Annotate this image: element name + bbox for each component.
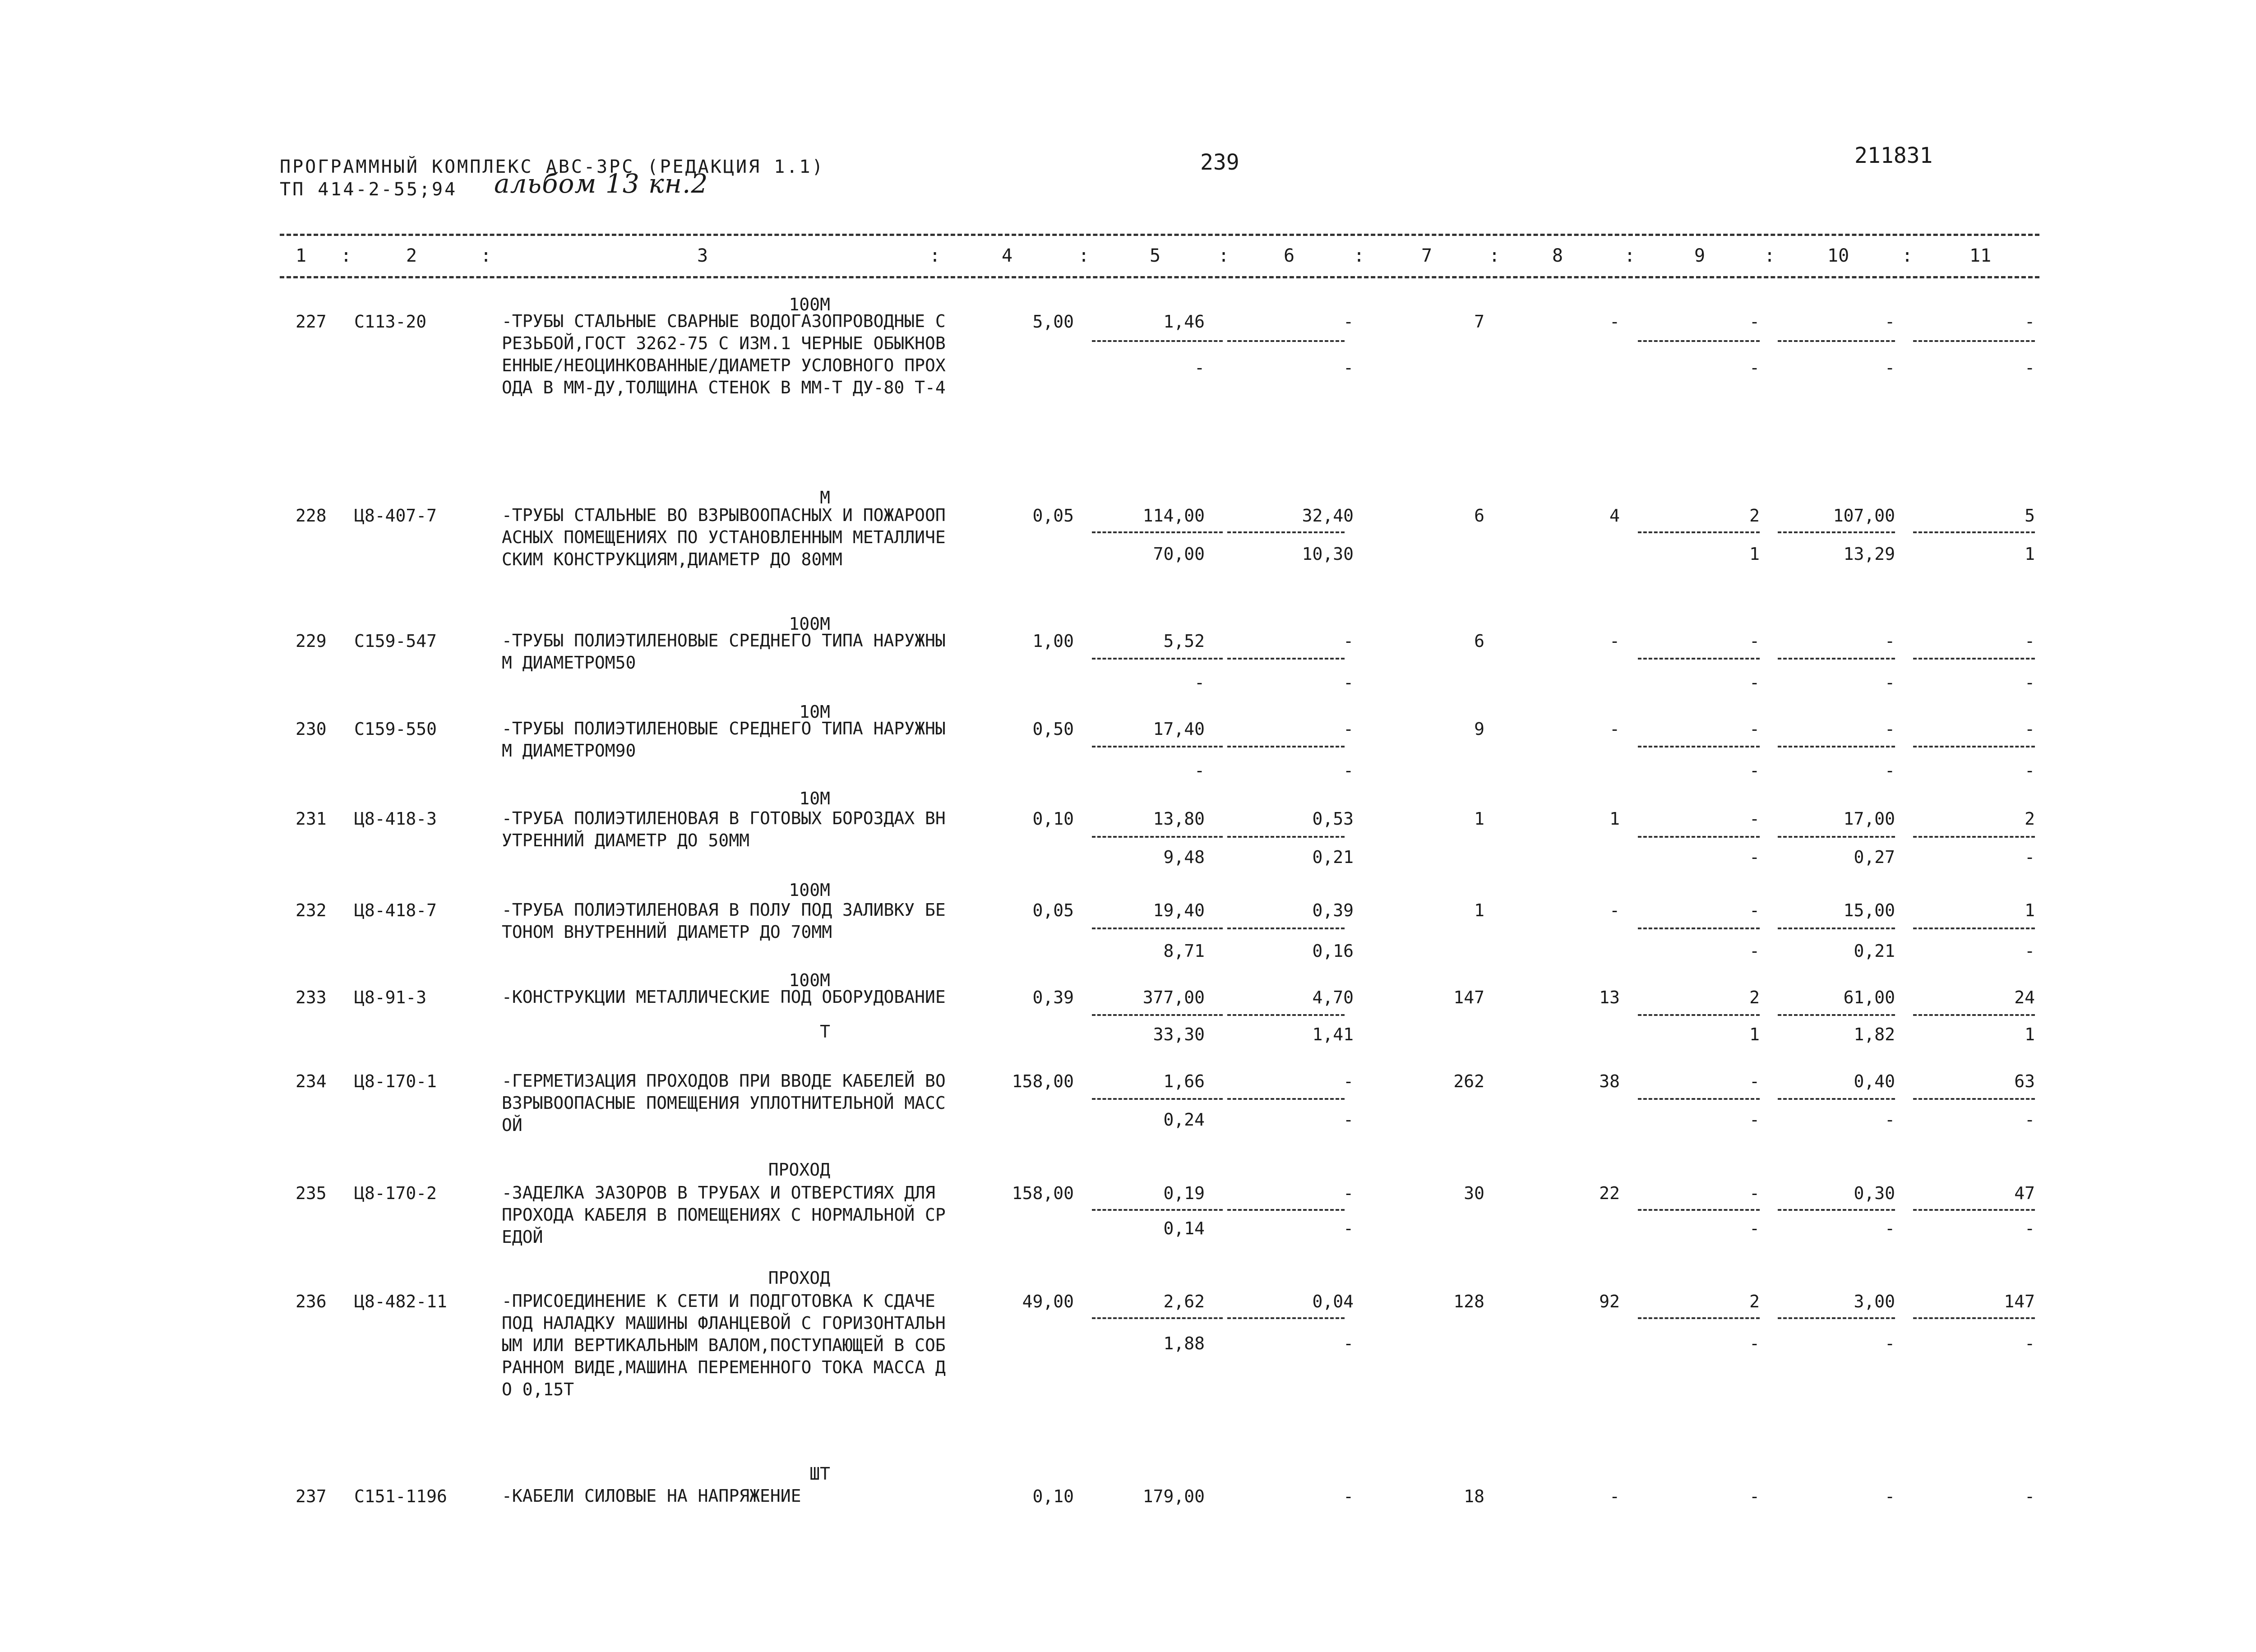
col11-subvalue: 1 <box>2025 1024 2035 1044</box>
quantity: 1,00 <box>1032 631 1074 651</box>
col11-value: - <box>2025 312 2035 332</box>
col7-value: 6 <box>1474 631 1484 651</box>
column-header-3: 3 <box>697 245 708 266</box>
unit-of-measure: Т <box>820 1022 830 1042</box>
row-number: 231 <box>296 809 327 829</box>
work-description: -КОНСТРУКЦИИ МЕТАЛЛИЧЕСКИЕ ПОД ОБОРУДОВАНИЕ <box>502 987 946 1007</box>
price-code: С159-547 <box>354 631 437 651</box>
col5-subvalue: 0,14 <box>1163 1218 1205 1238</box>
col5-value: 13,80 <box>1153 809 1205 829</box>
col5-value: 0,19 <box>1163 1183 1205 1203</box>
quantity: 158,00 <box>1012 1071 1074 1091</box>
price-code: Ц8-91-3 <box>354 988 427 1007</box>
col9-value: 2 <box>1749 506 1760 526</box>
col9-value: 2 <box>1749 988 1760 1007</box>
work-description: -ТРУБА ПОЛИЭТИЛЕНОВАЯ В ПОЛУ ПОД ЗАЛИВКУ БЕТОНОМ ВНУТРЕННИЙ ДИАМЕТР ДО 70ММ <box>502 900 946 942</box>
unit-of-measure: 100М <box>789 880 830 900</box>
col9-subvalue: - <box>1749 761 1760 780</box>
price-code: Ц8-418-7 <box>354 900 437 920</box>
col9-subvalue: 1 <box>1749 544 1760 564</box>
col9-value: - <box>1749 900 1760 920</box>
col5-value: 2,62 <box>1163 1292 1205 1311</box>
quantity: 0,39 <box>1032 988 1074 1007</box>
col7-value: 9 <box>1474 719 1484 739</box>
col10-subvalue: 1,82 <box>1854 1024 1895 1044</box>
col5-subvalue: - <box>1194 358 1205 378</box>
unit-of-measure: 10М <box>799 702 830 722</box>
header-rule-top <box>280 234 2039 236</box>
price-code: Ц8-170-2 <box>354 1183 437 1203</box>
column-header-10: 10 <box>1827 245 1849 266</box>
row-number: 232 <box>296 900 327 920</box>
quantity: 49,00 <box>1022 1292 1074 1311</box>
table-row <box>0 969 2256 1044</box>
col9-subvalue: - <box>1749 941 1760 961</box>
col8-value: 92 <box>1599 1292 1620 1311</box>
col8-value: - <box>1609 1486 1620 1506</box>
col11-value: 147 <box>2004 1292 2035 1311</box>
col8-value: 38 <box>1599 1071 1620 1091</box>
col5-value: 1,46 <box>1163 312 1205 332</box>
col9-value: - <box>1749 1071 1760 1091</box>
col5-value: 19,40 <box>1153 900 1205 920</box>
col6-value: - <box>1343 1183 1354 1203</box>
col9-value: - <box>1749 719 1760 739</box>
col10-subvalue: - <box>1885 1334 1895 1353</box>
col11-subvalue: - <box>2025 358 2035 378</box>
row-number: 228 <box>296 506 327 526</box>
col6-value: 0,04 <box>1312 1292 1354 1311</box>
col9-value: - <box>1749 1486 1760 1506</box>
col8-value: - <box>1609 719 1620 739</box>
col10-subvalue: 0,27 <box>1854 847 1895 867</box>
col10-subvalue: 0,21 <box>1854 941 1895 961</box>
col8-value: 22 <box>1599 1183 1620 1203</box>
col6-value: 0,53 <box>1312 809 1354 829</box>
col8-value: 1 <box>1609 809 1620 829</box>
unit-of-measure: ПРОХОД <box>768 1268 830 1288</box>
price-code: С159-550 <box>354 719 437 739</box>
col10-value: 15,00 <box>1843 900 1895 920</box>
row-number: 227 <box>296 312 327 332</box>
column-header-8: 8 <box>1552 245 1563 266</box>
work-description: -ТРУБЫ ПОЛИЭТИЛЕНОВЫЕ СРЕДНЕГО ТИПА НАРУЖНЫМ ДИАМЕТРОМ50 <box>502 631 946 673</box>
quantity: 0,50 <box>1032 719 1074 739</box>
col7-value: 1 <box>1474 809 1484 829</box>
work-description: -ГЕРМЕТИЗАЦИЯ ПРОХОДОВ ПРИ ВВОДЕ КАБЕЛЕЙ ВО ВЗРЫВООПАСНЫЕ ПОМЕЩЕНИЯ УПЛОТНИТЕЛЬНОЙ МАССОЙ <box>502 1071 946 1135</box>
col5-subvalue: - <box>1194 761 1205 780</box>
col9-value: - <box>1749 631 1760 651</box>
column-header-7: 7 <box>1421 245 1433 266</box>
quantity: 0,05 <box>1032 506 1074 526</box>
col11-value: - <box>2025 719 2035 739</box>
col10-value: - <box>1885 1486 1895 1506</box>
col5-value: 17,40 <box>1153 719 1205 739</box>
col7-value: 6 <box>1474 506 1484 526</box>
col6-value: - <box>1343 631 1354 651</box>
col5-subvalue: 0,24 <box>1163 1110 1205 1130</box>
col8-value: - <box>1609 631 1620 651</box>
col5-value: 179,00 <box>1142 1486 1205 1506</box>
col8-value: - <box>1609 900 1620 920</box>
col10-value: - <box>1885 312 1895 332</box>
col6-subvalue: - <box>1343 1110 1354 1130</box>
col9-value: - <box>1749 312 1760 332</box>
table-row <box>0 879 2256 961</box>
col10-value: 17,00 <box>1843 809 1895 829</box>
col10-subvalue: - <box>1885 1110 1895 1130</box>
work-description: -ТРУБЫ ПОЛИЭТИЛЕНОВЫЕ СРЕДНЕГО ТИПА НАРУЖНЫМ ДИАМЕТРОМ90 <box>502 719 946 761</box>
column-header-11: 11 <box>1969 245 1992 266</box>
col5-value: 1,66 <box>1163 1071 1205 1091</box>
col9-value: - <box>1749 809 1760 829</box>
table-row <box>0 1158 2256 1247</box>
col11-subvalue: - <box>2025 1334 2035 1353</box>
col9-subvalue: - <box>1749 673 1760 692</box>
work-description: -ТРУБА ПОЛИЭТИЛЕНОВАЯ В ГОТОВЫХ БОРОЗДАХ ВНУТРЕННИЙ ДИАМЕТР ДО 50ММ <box>502 808 946 850</box>
col10-value: 3,00 <box>1854 1292 1895 1311</box>
table-row <box>0 1463 2256 1506</box>
col6-subvalue: 10,30 <box>1302 544 1354 564</box>
col11-subvalue: - <box>2025 941 2035 961</box>
price-code: Ц8-407-7 <box>354 506 437 526</box>
price-code: Ц8-170-1 <box>354 1071 437 1091</box>
col10-subvalue: - <box>1885 358 1895 378</box>
quantity: 0,10 <box>1032 1486 1074 1506</box>
col9-value: - <box>1749 1183 1760 1203</box>
row-number: 229 <box>296 631 327 651</box>
quantity: 0,05 <box>1032 900 1074 920</box>
price-code: Ц8-418-3 <box>354 809 437 829</box>
page-number: 239 <box>1200 150 1239 175</box>
unit-of-measure: 100М <box>789 970 830 990</box>
col6-subvalue: 0,16 <box>1312 941 1354 961</box>
col6-subvalue: - <box>1343 1218 1354 1238</box>
header-rule-bottom <box>280 276 2039 278</box>
col9-subvalue: - <box>1749 1218 1760 1238</box>
col5-subvalue: 70,00 <box>1153 544 1205 564</box>
col6-value: 4,70 <box>1312 988 1354 1007</box>
unit-of-measure: 10М <box>799 789 830 808</box>
col11-subvalue: 1 <box>2025 544 2035 564</box>
col11-subvalue: - <box>2025 761 2035 780</box>
col7-value: 1 <box>1474 900 1484 920</box>
handwritten-note: альбом 13 кн.2 <box>494 168 708 199</box>
table-row <box>0 613 2256 692</box>
col9-value: 2 <box>1749 1292 1760 1311</box>
doc-number: 211831 <box>1854 143 1933 168</box>
column-header-4: 4 <box>1002 245 1013 266</box>
col10-value: 61,00 <box>1843 988 1895 1007</box>
row-number: 235 <box>296 1183 327 1203</box>
col7-value: 262 <box>1453 1071 1484 1091</box>
column-header-9: 9 <box>1694 245 1706 266</box>
work-description: -ПРИСОЕДИНЕНИЕ К СЕТИ И ПОДГОТОВКА К СДАЧЕ ПОД НАЛАДКУ МАШИНЫ ФЛАНЦЕВОЙ С ГОРИЗОНТАЛЬНЫМ ИЛИ ВЕРТИКАЛЬНЫМ ВАЛОМ,ПОСТУПАЮЩЕЙ В СОБРАННОМ ВИДЕ,МАШИНА ПЕРЕМЕННОГО ТОКА МАССА ДО 0,15Т <box>502 1291 946 1399</box>
column-header-6: 6 <box>1284 245 1295 266</box>
col11-value: 24 <box>2014 988 2035 1007</box>
column-header-2: 2 <box>406 245 417 266</box>
col11-value: 5 <box>2025 506 2035 526</box>
col11-value: 63 <box>2014 1071 2035 1091</box>
col10-value: - <box>1885 631 1895 651</box>
col7-value: 147 <box>1453 988 1484 1007</box>
col7-value: 18 <box>1464 1486 1484 1506</box>
col9-subvalue: - <box>1749 1334 1760 1353</box>
col9-subvalue: - <box>1749 1110 1760 1130</box>
table-row <box>0 1267 2256 1399</box>
col10-subvalue: - <box>1885 761 1895 780</box>
col7-value: 30 <box>1464 1183 1484 1203</box>
col6-subvalue: - <box>1343 1334 1354 1353</box>
col5-subvalue: 8,71 <box>1163 941 1205 961</box>
work-description: -ЗАДЕЛКА ЗАЗОРОВ В ТРУБАХ И ОТВЕРСТИЯХ ДЛЯ ПРОХОДА КАБЕЛЯ В ПОМЕЩЕНИЯХ С НОРМАЛЬНОЙ СРЕДОЙ <box>502 1183 946 1247</box>
work-description: -ТРУБЫ СТАЛЬНЫЕ ВО ВЗРЫВООПАСНЫХ И ПОЖАРООПАСНЫХ ПОМЕЩЕНИЯХ ПО УСТАНОВЛЕННЫМ МЕТАЛЛИЧЕСКИМ КОНСТРУКЦИЯМ,ДИАМЕТР ДО 80ММ <box>502 505 946 569</box>
col11-value: 2 <box>2025 809 2035 829</box>
col10-subvalue: 13,29 <box>1843 544 1895 564</box>
col5-value: 5,52 <box>1163 631 1205 651</box>
col5-subvalue: 1,88 <box>1163 1334 1205 1353</box>
col8-value: 13 <box>1599 988 1620 1007</box>
row-number: 237 <box>296 1486 327 1506</box>
col11-subvalue: - <box>2025 1110 2035 1130</box>
quantity: 5,00 <box>1032 312 1074 332</box>
col10-subvalue: - <box>1885 1218 1895 1238</box>
row-number: 233 <box>296 988 327 1007</box>
column-header-1: 1 <box>296 245 307 266</box>
row-number: 230 <box>296 719 327 739</box>
col10-value: - <box>1885 719 1895 739</box>
quantity: 158,00 <box>1012 1183 1074 1203</box>
col6-subvalue: 1,41 <box>1312 1024 1354 1044</box>
price-code: С151-1196 <box>354 1486 447 1506</box>
col9-subvalue: - <box>1749 847 1760 867</box>
col5-subvalue: - <box>1194 673 1205 692</box>
col11-subvalue: - <box>2025 673 2035 692</box>
col6-value: 0,39 <box>1312 900 1354 920</box>
col10-subvalue: - <box>1885 673 1895 692</box>
unit-of-measure: 100М <box>789 295 830 314</box>
col5-subvalue: 33,30 <box>1153 1024 1205 1044</box>
col11-subvalue: - <box>2025 847 2035 867</box>
col5-value: 377,00 <box>1142 988 1205 1007</box>
col6-subvalue: - <box>1343 673 1354 692</box>
col6-value: - <box>1343 719 1354 739</box>
price-code: С113-20 <box>354 312 427 332</box>
row-number: 234 <box>296 1071 327 1091</box>
table-row <box>0 486 2256 569</box>
unit-of-measure: М <box>820 488 830 508</box>
col10-value: 0,30 <box>1854 1183 1895 1203</box>
col5-value: 114,00 <box>1142 506 1205 526</box>
col6-value: 32,40 <box>1302 506 1354 526</box>
col8-value: - <box>1609 312 1620 332</box>
col6-value: - <box>1343 1486 1354 1506</box>
col8-value: 4 <box>1609 506 1620 526</box>
col9-subvalue: 1 <box>1749 1024 1760 1044</box>
work-description: -КАБЕЛИ СИЛОВЫЕ НА НАПРЯЖЕНИЕ <box>502 1486 801 1506</box>
work-description: -ТРУБЫ СТАЛЬНЫЕ СВАРНЫЕ ВОДОГАЗОПРОВОДНЫЕ С РЕЗЬБОЙ,ГОСТ 3262-75 С ИЗМ.1 ЧЕРНЫЕ ОБЫКНОВЕННЫЕ/НЕОЦИНКОВАННЫЕ/ДИАМЕТР УСЛОВНОГО ПРОХОДА В ММ-ДУ,ТОЛЩИНА СТЕНОК В ММ-Т ДУ-80 Т-4 <box>502 311 946 397</box>
price-code: Ц8-482-11 <box>354 1292 447 1311</box>
row-number: 236 <box>296 1292 327 1311</box>
col11-subvalue: - <box>2025 1218 2035 1238</box>
quantity: 0,10 <box>1032 809 1074 829</box>
unit-of-measure: ПРОХОД <box>768 1160 830 1180</box>
table-row <box>0 701 2256 780</box>
table-row <box>0 293 2256 397</box>
column-header-5: 5 <box>1150 245 1161 266</box>
col9-subvalue: - <box>1749 358 1760 378</box>
col7-value: 128 <box>1453 1292 1484 1311</box>
project-code: ТП 414-2-55;94 <box>280 179 458 200</box>
col11-value: 47 <box>2014 1183 2035 1203</box>
col11-value: 1 <box>2025 900 2035 920</box>
col5-subvalue: 9,48 <box>1163 847 1205 867</box>
col11-value: - <box>2025 1486 2035 1506</box>
unit-of-measure: 100М <box>789 614 830 634</box>
program-title: ПРОГРАММНЫЙ КОМПЛЕКС АВС-3РС (РЕДАКЦИЯ 1.1) <box>280 157 825 177</box>
col7-value: 7 <box>1474 312 1484 332</box>
col6-subvalue: - <box>1343 358 1354 378</box>
col11-value: - <box>2025 631 2035 651</box>
unit-of-measure: ШТ <box>809 1464 830 1484</box>
col6-subvalue: - <box>1343 761 1354 780</box>
col10-value: 107,00 <box>1833 506 1895 526</box>
col6-value: - <box>1343 312 1354 332</box>
table-row <box>0 787 2256 867</box>
col6-value: - <box>1343 1071 1354 1091</box>
col6-subvalue: 0,21 <box>1312 847 1354 867</box>
col10-value: 0,40 <box>1854 1071 1895 1091</box>
